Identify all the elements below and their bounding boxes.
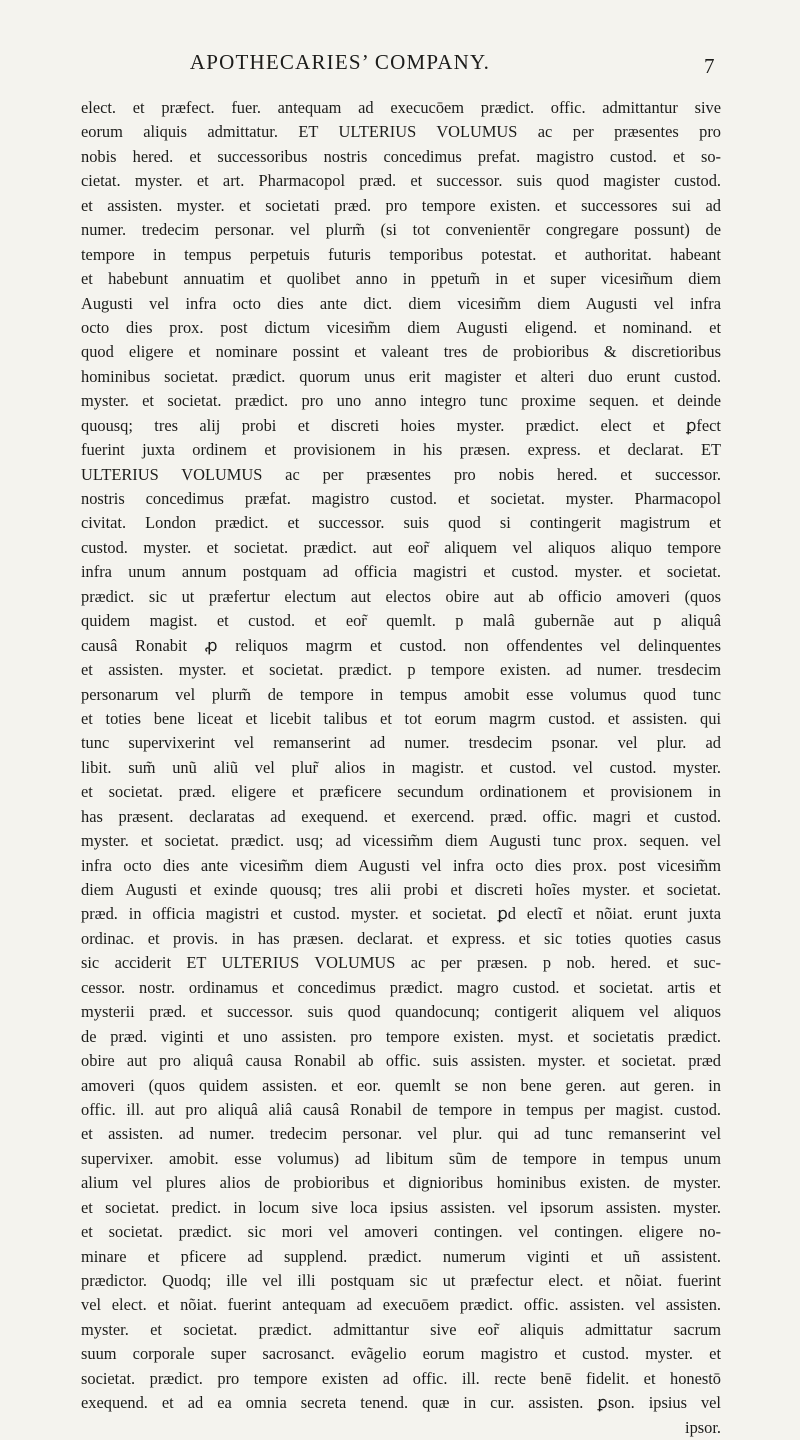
text-line: tempore in tempus perpetuis futuris temporibus potestat. et authoritat. habeant [81, 244, 721, 264]
text-line: et assisten. myster. et societat. prædict. p tempore existen. ad numer. tresdecim [81, 660, 721, 680]
text-line: offic. ill. aut pro aliquâ aliâ causâ Ronabil de tempore in tempus per magist. custod. [81, 1099, 721, 1119]
text-line: eorum aliquis admittatur. ET ULTERIUS VOLUMUS ac per præsentes pro [81, 122, 721, 142]
text-line: minare et pficere ad supplend. prædict. numerum viginti et uñ assistent. [81, 1246, 721, 1266]
text-line: libit. sum̃ unũ aliũ vel plur̃ alios in magistr. et custod. vel custod. myster. [81, 757, 721, 777]
text-line: supervixer. amobit. esse volumus) ad libitum sũm de tempore in tempus unum [81, 1148, 721, 1168]
text-line: quod eligere et nominare possint et valeant tres de probioribus & discretioribus [81, 342, 721, 362]
text-line: mysterii præd. et successor. suis quod quandocunq; contigerit aliquem vel aliquos [81, 1002, 721, 1022]
text-line: ipsor. [685, 1417, 721, 1437]
text-line: exequend. et ad ea omnia secreta tenend. quæ in cur. assisten. ꝑson. ipsius vel [81, 1393, 721, 1413]
text-line: sic acciderit ET ULTERIUS VOLUMUS ac per præsen. p nob. hered. et suc- [81, 953, 721, 973]
text-line: vel elect. et nõiat. fuerint antequam ad execuōem prædict. offic. assisten. vel assisten. [81, 1295, 721, 1315]
page-number: 7 [704, 54, 715, 78]
text-line: myster. et societat. prædict. pro uno anno integro tunc proxime sequen. et deinde [81, 391, 721, 411]
text-line: obire aut pro aliquâ causa Ronabil ab offic. suis assisten. myster. et societat. præd [81, 1051, 721, 1071]
text-line: diem Augusti et exinde quousq; tres alii probi et discreti hoĩes myster. et societat. [81, 880, 721, 899]
text-line: octo dies prox. post dictum vicesim̃m diem Augusti eligend. et nominand. et [81, 317, 721, 337]
text-line: civitat. London prædict. et successor. suis quod si contingerit magistrum et [81, 513, 721, 533]
text-line: prædictor. Quodq; ille vel illi postquam sic ut præfectur elect. et nõiat. fuerint [81, 1271, 721, 1290]
text-line: myster. et societat. prædict. admittantur sive eor̃ aliquis admittatur sacrum [81, 1319, 721, 1339]
page-header [0, 50, 800, 86]
text-line: hominibus societat. prædict. quorum unus erit magister et alteri duo erunt custod. [81, 366, 721, 386]
text-line: et assisten. myster. et societati præd. pro tempore existen. et successores sui ad [81, 195, 721, 215]
text-line: tunc supervixerint vel remanserint ad numer. tresdecim psonar. vel plur. ad [81, 733, 721, 753]
text-line: ULTERIUS VOLUMUS ac per præsentes pro nobis hered. et successor. [81, 464, 721, 484]
running-head: APOTHECARIES’ COMPANY. [189, 50, 491, 74]
text-line: has præsent. declaratas ad exequend. et exercend. præd. offic. magri et custod. [81, 806, 721, 826]
text-line: de præd. viginti et uno assisten. pro tempore existen. myst. et societatis prædict. [81, 1026, 721, 1046]
text-line: et toties bene liceat et licebit talibus et tot eorum magrm custod. et assisten. qui [81, 708, 721, 728]
text-line: et societat. prædict. sic mori vel amoveri contingen. vel contingen. eligere no- [81, 1222, 721, 1242]
text-line: quidem magist. et custod. et eor̃ quemlt. p malâ gubernãe aut p aliquâ [81, 611, 721, 631]
text-line: et habebunt annuatim et quolibet anno in ppetum̃ in et super vicesim̃um diem [81, 269, 721, 289]
text-line: præd. in officia magistri et custod. myster. et societat. ꝑd electĩ et nõiat. erunt juxta [81, 904, 721, 924]
text-line: nostris concedimus præfat. magistro custod. et societat. myster. Pharmacopol [81, 489, 721, 508]
text-line: causâ Ronabit ꝓ reliquos magrm et custod. non offendentes vel delinquentes [81, 635, 721, 655]
text-line: suum corporale super sacrosanct. evãgelio eorum magistro et custod. myster. et [81, 1344, 721, 1364]
text-line: cietat. myster. et art. Pharmacopol præd. et successor. suis quod magister custod. [81, 171, 721, 191]
text-line: alium vel plures alios de probioribus et dignioribus hominibus existen. de myster. [81, 1173, 721, 1193]
text-line: cessor. nostr. ordinamus et concedimus prædict. magro custod. et societat. artis et [81, 977, 721, 997]
text-line: numer. tredecim personar. vel plurm̃ (si tot convenientēr congregare possunt) de [81, 220, 721, 240]
text-line: amoveri (quos quidem assisten. et eor. quemlt se non bene geren. aut geren. in [81, 1075, 721, 1095]
body-text [81, 96, 721, 1440]
text-line: societat. prædict. pro tempore existen ad offic. ill. recte benē fidelit. et honestō [81, 1368, 721, 1388]
text-line: myster. et societat. prædict. usq; ad vicessim̃m diem Augusti tunc prox. sequen. vel [81, 831, 721, 851]
text-line: personarum vel plurm̃ de tempore in tempus amobit esse volumus quod tunc [81, 684, 721, 704]
text-line: quousq; tres alij probi et discreti hoies myster. prædict. elect et ꝑfect [81, 415, 721, 435]
text-line: fuerint juxta ordinem et provisionem in his præsen. express. et declarat. ET [81, 440, 721, 460]
text-line: et societat. predict. in locum sive loca ipsius assisten. vel ipsorum assisten. myster. [81, 1197, 721, 1217]
text-line: infra octo dies ante vicesim̃m diem Augusti vel infra octo dies prox. post vicesim̃m [81, 855, 721, 875]
text-line: elect. et præfect. fuer. antequam ad execucōem prædict. offic. admittantur sive [81, 98, 721, 117]
text-line: et societat. præd. eligere et præficere secundum ordinationem et provisionem in [81, 782, 721, 802]
text-line: Augusti vel infra octo dies ante dict. diem vicesim̃m diem Augusti vel infra [81, 293, 721, 313]
text-line: prædict. sic ut præfertur electum aut electos obire aut ab officio amoveri (quos [81, 586, 721, 606]
text-line: ordinac. et provis. in has præsen. declarat. et express. et sic toties quoties casus [81, 928, 721, 948]
text-line: et assisten. ad numer. tredecim personar. vel plur. qui ad tunc remanserint vel [81, 1124, 721, 1144]
text-line: custod. myster. et societat. prædict. aut eor̃ aliquem vel aliquos aliquo tempore [81, 537, 721, 557]
text-line: nobis hered. et successoribus nostris concedimus prefat. magistro custod. et so- [81, 146, 721, 166]
text-line: infra unum annum postquam ad officia magistri et custod. myster. et societat. [81, 562, 721, 582]
